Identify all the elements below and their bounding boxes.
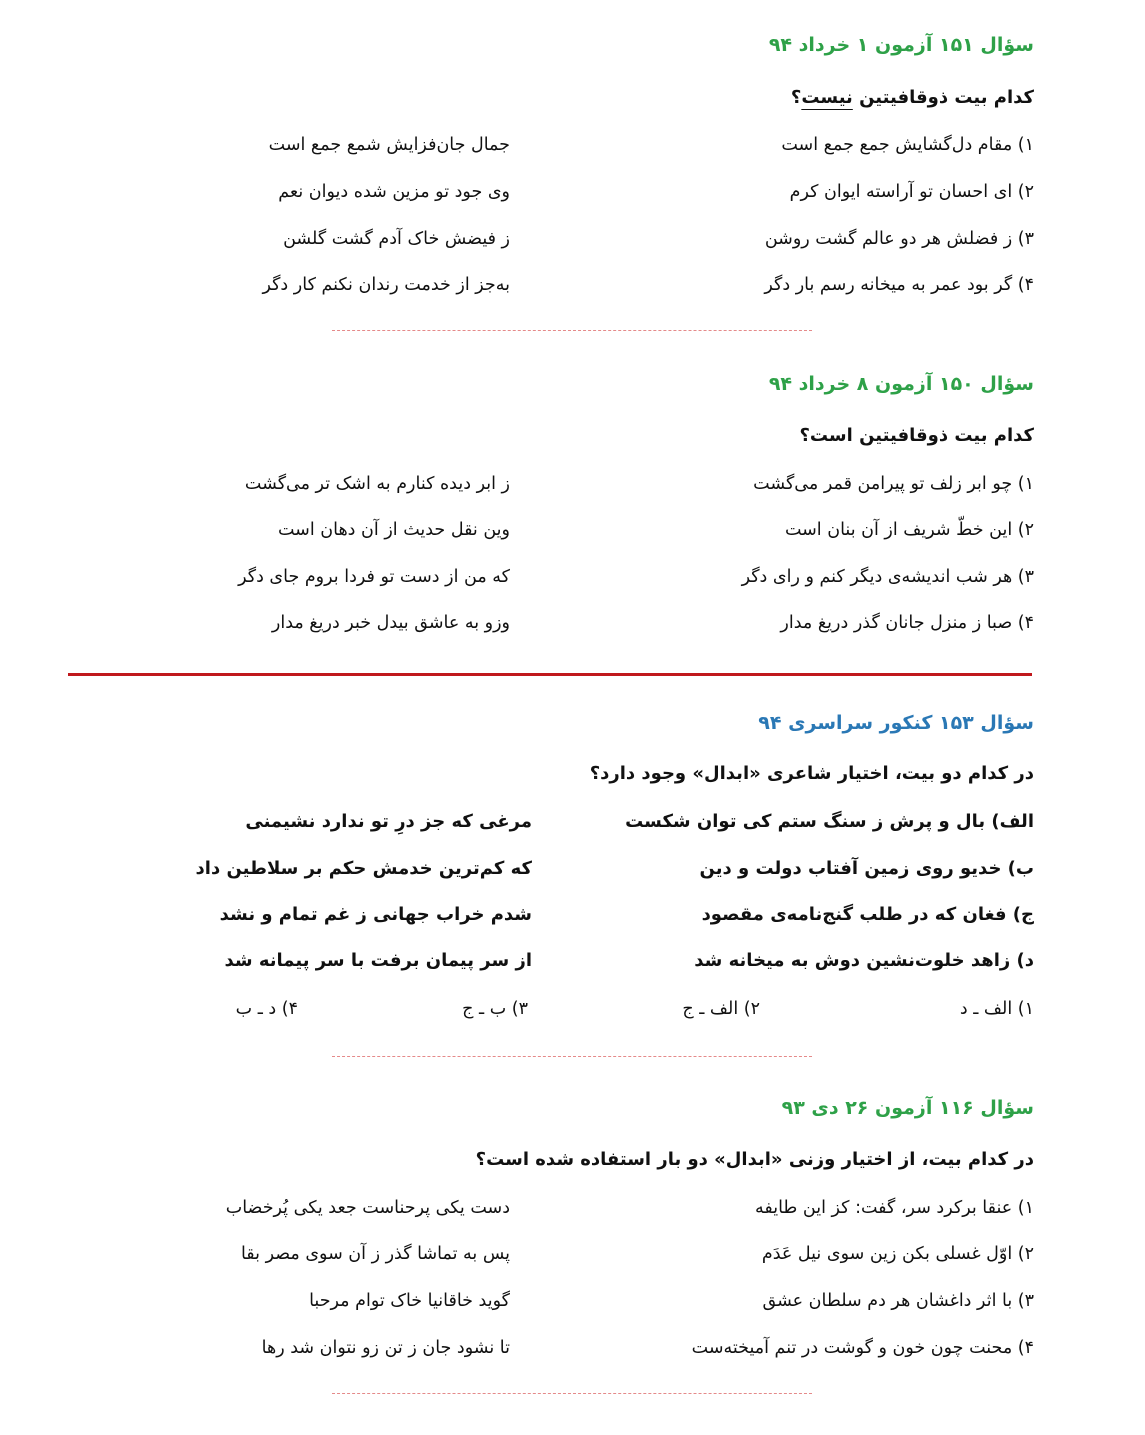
option-row bbox=[0, 272, 1145, 298]
option-row bbox=[0, 226, 1145, 252]
option-row bbox=[0, 517, 1145, 543]
dashed-separator bbox=[332, 1056, 812, 1057]
option-row bbox=[0, 902, 1145, 928]
hemistich-first: ج) فغان که در طلب گنج‌نامه‌ی مقصود bbox=[701, 904, 1034, 925]
hemistich-first: ب) خدیو روی زمین آفتاب دولت و دین bbox=[699, 858, 1034, 879]
hemistich-second: گوید خاقانیا خاک توام مرحبا bbox=[309, 1291, 510, 1311]
hemistich-second: ز ابر دیده کنارم به اشک تر می‌گشت bbox=[244, 474, 510, 494]
hemistich-second: وین نقل حدیث از آن دهان است bbox=[278, 520, 510, 540]
hemistich-second: که کم‌ترین خدمش حکم بر سلاطین داد bbox=[195, 858, 532, 879]
option-row bbox=[0, 610, 1145, 636]
option-row bbox=[0, 1288, 1145, 1314]
hemistich-first: د) زاهد خلوت‌نشین دوش به میخانه شد bbox=[694, 950, 1034, 971]
hemistich-second: از سر پیمان برفت با سر پیمانه شد bbox=[224, 950, 532, 971]
hemistich-second: جمال جان‌فزایش شمع جمع است bbox=[268, 135, 510, 155]
hemistich-second: وی جود تو مزین شده دیوان نعم bbox=[278, 182, 510, 202]
option-row bbox=[0, 1241, 1145, 1267]
question-title: سؤال ۱۱۶ آزمون ۲۶ دی ۹۳ bbox=[781, 1097, 1034, 1119]
dashed-separator bbox=[332, 1393, 812, 1394]
dashed-separator bbox=[332, 330, 812, 331]
hemistich-second: شدم خراب جهانی ز غم تمام و نشد bbox=[219, 904, 532, 925]
question-title: سؤال ۱۵۰ آزمون ۸ خرداد ۹۴ bbox=[768, 373, 1034, 395]
answer-choice: ۳) ب ـ ج bbox=[462, 999, 528, 1019]
question-text: کدام بیت ذوقافیتین است؟ bbox=[799, 425, 1034, 446]
hemistich-second: که من از دست تو فردا بروم جای دگر bbox=[238, 567, 510, 587]
hemistich-second: دست یکی پرحناست جعد یکی پُرخضاب bbox=[225, 1198, 510, 1218]
hemistich-first: ۱) مقام دل‌گشایش جمع جمع است bbox=[781, 135, 1034, 155]
question-emphasis: نیست bbox=[801, 87, 853, 108]
answer-choice: ۲) الف ـ ج bbox=[682, 999, 760, 1019]
hemistich-first: ۲) ای احسان تو آراسته ایوان کرم bbox=[789, 182, 1034, 202]
option-row bbox=[0, 179, 1145, 205]
hemistich-first: ۳) هر شب اندیشه‌ی دیگر کنم و رای دگر bbox=[741, 567, 1034, 587]
hemistich-second: مرغی که جز درِ تو ندارد نشیمنی bbox=[245, 811, 532, 832]
question-text-part: کدام بیت ذوقافیتین bbox=[852, 87, 1034, 108]
hemistich-second: ز فیضش خاک آدم گشت گلشن bbox=[283, 229, 510, 249]
hemistich-first: ۴) گر بود عمر به میخانه رسم بار دگر bbox=[764, 275, 1034, 295]
hemistich-first: ۳) ز فضلش هر دو عالم گشت روشن bbox=[764, 229, 1034, 249]
option-row bbox=[0, 1195, 1145, 1221]
answer-choice: ۱) الف ـ د bbox=[959, 999, 1034, 1019]
section-divider bbox=[68, 673, 1032, 676]
option-row bbox=[0, 809, 1145, 835]
hemistich-first: الف) بال و پرش ز سنگ ستم کی توان شکست bbox=[625, 811, 1034, 832]
question-title: سؤال ۱۵۱ آزمون ۱ خرداد ۹۴ bbox=[768, 34, 1034, 56]
option-row bbox=[0, 471, 1145, 497]
hemistich-second: وزو به عاشق بیدل خبر دریغ مدار bbox=[271, 613, 510, 633]
hemistich-first: ۱) چو ابر زلف تو پیرامن قمر می‌گشت bbox=[753, 474, 1034, 494]
hemistich-first: ۳) با اثر داغشان هر دم سلطان عشق bbox=[762, 1291, 1034, 1311]
question-text-part: ؟ bbox=[790, 87, 802, 108]
hemistich-second: پس به تماشا گذر ز آن سوی مصر بقا bbox=[240, 1244, 510, 1264]
hemistich-first: ۲) این خطّ شریف از آن بنان است bbox=[784, 520, 1034, 540]
answer-choice: ۴) د ـ ب bbox=[235, 999, 298, 1019]
hemistich-first: ۱) عنقا برکرد سر، گفت: کز این طایفه bbox=[754, 1198, 1034, 1218]
option-row bbox=[0, 564, 1145, 590]
question-text: در کدام دو بیت، اختیار شاعری «ابدال» وجود دارد؟ bbox=[589, 763, 1034, 784]
question-text bbox=[791, 86, 1034, 110]
hemistich-first: ۴) صبا ز منزل جانان گذر دریغ مدار bbox=[780, 613, 1034, 633]
question-text: در کدام بیت، از اختیار وزنی «ابدال» دو بار استفاده شده است؟ bbox=[475, 1149, 1034, 1170]
option-row bbox=[0, 856, 1145, 882]
option-row bbox=[0, 132, 1145, 158]
hemistich-first: ۲) اوّل غسلی بکن زین سوی نیل عَدَم bbox=[761, 1244, 1034, 1264]
option-row bbox=[0, 1335, 1145, 1361]
option-row bbox=[0, 948, 1145, 974]
hemistich-first: ۴) محنت چون خون و گوشت در تنم آمیخته‌ست bbox=[691, 1338, 1034, 1358]
hemistich-second: تا نشود جان ز تن زو نتوان شد رها bbox=[261, 1338, 510, 1358]
hemistich-second: به‌جز از خدمت رندان نکنم کار دگر bbox=[262, 275, 510, 295]
question-title: سؤال ۱۵۳ کنکور سراسری ۹۴ bbox=[758, 712, 1034, 734]
